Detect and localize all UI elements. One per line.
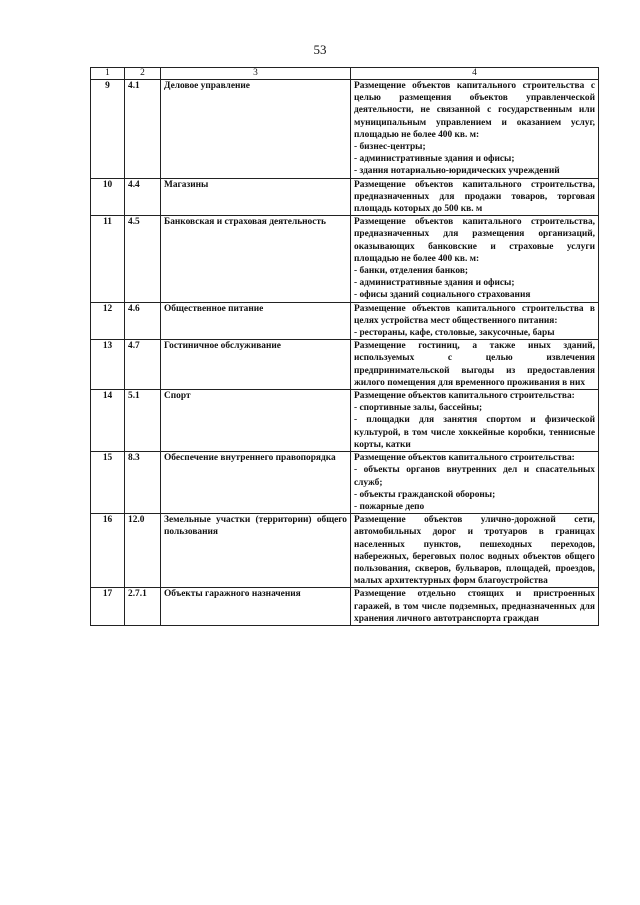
use-name: Земельные участки (территории) общего пользования: [161, 514, 351, 588]
use-code: 4.6: [125, 302, 161, 340]
header-col-2: 2: [125, 68, 161, 80]
use-name: Магазины: [161, 178, 351, 216]
description-text: Размещение отдельно стоящих и пристроенных гаражей, в том числе подземных, предназначенных для хранения личного автотранспорта граждан: [354, 589, 595, 624]
description-list-item: - рестораны, кафе, столовые, закусочные, бары: [354, 328, 555, 339]
description-text: Размещение объектов капитального строительства:: [354, 453, 575, 464]
description-list-item: - пожарные депо: [354, 501, 425, 512]
use-code: 2.7.1: [125, 588, 161, 626]
table-row: [91, 452, 599, 514]
use-description: [351, 514, 599, 588]
use-description: [351, 178, 599, 216]
use-name: Банковская и страховая деятельность: [161, 216, 351, 302]
table-row: [91, 216, 599, 302]
description-list-item: - спортивные залы, бассейны;: [354, 403, 483, 414]
row-number: 17: [91, 588, 125, 626]
use-code: 4.1: [125, 80, 161, 179]
row-number: 12: [91, 302, 125, 340]
description-text: Размещение объектов капитального строительства, предназначенных для размещения организаций, оказывающих банковские и страховые услуги площадью не более 400 кв. м:: [354, 217, 595, 264]
use-code: 4.4: [125, 178, 161, 216]
table-row: [91, 588, 599, 626]
use-name: Спорт: [161, 390, 351, 452]
use-description: [351, 216, 599, 302]
use-description: [351, 340, 599, 390]
row-number: 14: [91, 390, 125, 452]
header-col-3: 3: [161, 68, 351, 80]
description-list-item: - здания нотариально-юридических учреждений: [354, 166, 560, 177]
page-number: 53: [313, 42, 327, 57]
description-list-item: - объекты органов внутренних дел и спасательных служб;: [354, 465, 595, 488]
description-text: Размещение объектов капитального строительства:: [354, 391, 575, 402]
use-description: [351, 80, 599, 179]
description-text: Размещение гостиниц, а также иных зданий, используемых с целью извлечения предпринимательской выгоды из предоставления жилого помещения для временного проживания в них: [354, 341, 595, 388]
table-header: [91, 68, 599, 80]
use-code: 4.7: [125, 340, 161, 390]
table-body: [91, 80, 599, 626]
description-text: Размещение объектов улично-дорожной сети, автомобильных дорог и тротуаров в границах населенных пунктов, пешеходных переходов, набережных, береговых полос водных объектов общего пользования, скверов, бульваров, площадей, проездов, малых архитектурных форм благоустройства: [354, 515, 595, 587]
use-name: Деловое управление: [161, 80, 351, 179]
land-use-table: [90, 67, 599, 626]
table-row: [91, 514, 599, 588]
row-number: 10: [91, 178, 125, 216]
table-row: [91, 302, 599, 340]
description-text: Размещение объектов капитального строительства с целью размещения объектов управленческой деятельности, не связанной с государственным или муниципальным управлением и оказанием услуг, площадью не более 400 кв. м:: [354, 81, 595, 140]
use-name: Объекты гаражного назначения: [161, 588, 351, 626]
use-code: 12.0: [125, 514, 161, 588]
description-list-item: - площадки для занятия спортом и физической культурой, в том числе хоккейные коробки, теннисные корты, катки: [354, 415, 595, 450]
description-list-item: - бизнес-центры;: [354, 142, 426, 153]
use-name: Общественное питание: [161, 302, 351, 340]
header-col-1: 1: [91, 68, 125, 80]
header-col-4: 4: [351, 68, 599, 80]
row-number: 16: [91, 514, 125, 588]
description-list-item: - объекты гражданской обороны;: [354, 489, 496, 500]
table-row: [91, 390, 599, 452]
use-code: 4.5: [125, 216, 161, 302]
description-text: Размещение объектов капитального строительства в целях устройства мест общественного питания:: [354, 303, 595, 326]
use-description: [351, 452, 599, 514]
use-code: 5.1: [125, 390, 161, 452]
table-row: [91, 80, 599, 179]
use-name: Обеспечение внутреннего правопорядка: [161, 452, 351, 514]
row-number: 11: [91, 216, 125, 302]
description-list-item: - банки, отделения банков;: [354, 266, 469, 277]
header-row: [91, 68, 599, 80]
description-list-item: - административные здания и офисы;: [354, 154, 515, 165]
description-list-item: - офисы зданий социального страхования: [354, 290, 531, 301]
table-row: [91, 340, 599, 390]
table-row: [91, 178, 599, 216]
use-description: [351, 302, 599, 340]
use-description: [351, 588, 599, 626]
use-description: [351, 390, 599, 452]
row-number: 9: [91, 80, 125, 179]
row-number: 15: [91, 452, 125, 514]
use-code: 8.3: [125, 452, 161, 514]
use-name: Гостиничное обслуживание: [161, 340, 351, 390]
description-text: Размещение объектов капитального строительства, предназначенных для продажи товаров, торговая площадь которых до 500 кв. м: [354, 179, 595, 215]
description-list-item: - административные здания и офисы;: [354, 278, 515, 289]
row-number: 13: [91, 340, 125, 390]
